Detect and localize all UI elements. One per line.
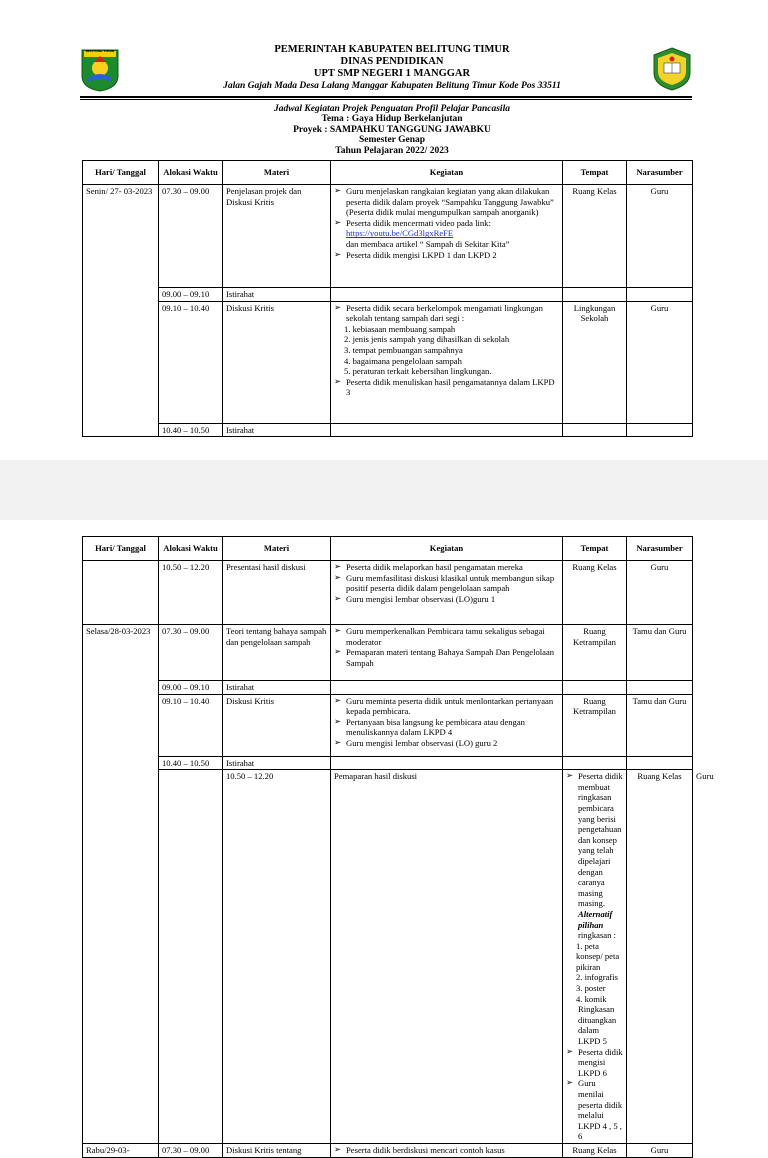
tempat-cell: Ruang Ketrampilan <box>563 694 627 756</box>
materi-cell: Pemaparan hasil diskusi <box>331 770 563 1144</box>
time-cell: 09.10 – 10.40 <box>159 301 223 423</box>
materi-cell: Diskusi Kritis <box>223 301 331 423</box>
schedule-title <box>150 104 634 156</box>
kegiatan-item: ➢ Pemaparan materi tentang Bahaya Sampah Dan Pengelolaan Sampah <box>334 647 559 668</box>
col-header-day: Hari/ Tanggal <box>83 537 159 561</box>
narasumber-cell: Guru <box>627 301 693 423</box>
schedule-table-1 <box>82 160 693 437</box>
time-cell: 10.50 – 12.20 <box>223 770 331 1144</box>
time-cell: 07.30 – 09.00 <box>159 625 223 681</box>
page-gap <box>0 460 768 520</box>
kegiatan-item: ➢ Peserta didik mencermati video pada link: <box>334 218 559 229</box>
tempat-cell: Lingkungan Sekolah <box>563 301 627 423</box>
kegiatan-item: ➢ Peserta didik mengisi LKPD 1 dan LKPD 2 <box>334 250 559 261</box>
table-row <box>83 288 693 302</box>
kegiatan-subitem: 4. bagaimana pengelolaan sampah <box>344 355 462 366</box>
letterhead-rule-thin <box>80 99 692 100</box>
video-link[interactable]: https://youtu.be/CGd3lgxReFE <box>346 228 454 239</box>
materi-cell: Istirahat <box>223 681 331 695</box>
materi-cell: Diskusi Kritis tentang <box>223 1143 331 1157</box>
narasumber-cell: Tamu dan Guru <box>627 625 693 681</box>
materi-cell: Teori tentang bahaya sampah dan pengelolaan sampah <box>223 625 331 681</box>
time-cell: 07.30 – 09.00 <box>159 1143 223 1157</box>
tempat-cell: Ruang Ketrampilan <box>563 625 627 681</box>
narasumber-cell: Guru <box>627 185 693 288</box>
time-cell: 10.40 – 10.50 <box>159 423 223 437</box>
tempat-cell: Ruang Kelas <box>563 561 627 625</box>
kegiatan-item: ➢ Peserta didik melaporkan hasil pengamatan mereka <box>334 562 559 573</box>
col-header-time: Alokasi Waktu <box>159 161 223 185</box>
kegiatan-cell <box>331 694 563 756</box>
kegiatan-text: Peserta didik membuat ringkasan pembicara yang berisi pengetahuan dan konsep yang telah dipelajari dengan caranya masing masing. <box>578 771 623 909</box>
schedule-table-2 <box>82 536 693 1158</box>
kegiatan-item: ➢ Peserta didik berdiskusi mencari contoh kasus <box>334 1145 559 1156</box>
table-row <box>83 561 693 625</box>
day-cell <box>83 561 159 625</box>
table-row <box>83 1143 693 1157</box>
kegiatan-subitem: 5. peraturan terkait kebersihan lingkungan. <box>344 366 492 377</box>
table-header-row <box>83 161 693 185</box>
kegiatan-cell <box>331 625 563 681</box>
tempat-cell: Ruang Kelas <box>563 185 627 288</box>
kegiatan-cell <box>331 185 563 288</box>
letterhead <box>150 44 634 92</box>
table-row <box>83 756 693 770</box>
kegiatan-item <box>566 771 623 941</box>
kegiatan-item: ➢ Guru meminta peserta didik untuk menlontarkan pertanyaan kepada pembicara. <box>334 696 559 717</box>
materi-cell: Penjelasan projek dan Diskusi Kritis <box>223 185 331 288</box>
kegiatan-item: ➢ Guru memperkenalkan Pembicara tamu sekaligus sebagai moderator <box>334 626 559 647</box>
day-cell <box>159 770 223 1144</box>
col-header-materi: Materi <box>223 161 331 185</box>
kegiatan-cell <box>331 561 563 625</box>
table-row <box>83 625 693 681</box>
col-header-tempat: Tempat <box>563 537 627 561</box>
kegiatan-cell <box>331 1143 563 1157</box>
kegiatan-subitem: 1. peta konsep/ peta pikiran <box>576 940 620 972</box>
col-header-narasumber: Narasumber <box>627 161 693 185</box>
day-cell: Selasa/28-03-2023 <box>83 625 159 1144</box>
title-project: Proyek : SAMPAHKU TANGGUNG JAWABKU <box>293 124 491 135</box>
tempat-cell: Ruang Kelas <box>627 770 693 1144</box>
letterhead-rule <box>80 96 692 98</box>
department-name: DINAS PENDIDIKAN <box>340 56 444 67</box>
kegiatan-item: ➢ Peserta didik menuliskan hasil pengamatannya dalam LKPD 3 <box>334 377 559 398</box>
kegiatan-item: ➢ Guru memfasilitasi diskusi klasikal untuk membangun sikap positif peserta didik dalam pengelolaan sampah <box>334 573 559 594</box>
materi-cell: Diskusi Kritis <box>223 694 331 756</box>
kegiatan-item: ➢ Guru mengisi lembar observasi (LO)guru 1 <box>334 594 559 605</box>
kegiatan-subitem: 2. infografis <box>576 972 619 983</box>
time-cell: 09.10 – 10.40 <box>159 694 223 756</box>
table-row <box>83 681 693 695</box>
title-theme: Tema : Gaya Hidup Berkelanjutan <box>321 114 463 125</box>
kegiatan-subitem: Ringkasan dituangkan dalam LKPD 5 <box>578 1004 617 1047</box>
table-row <box>83 423 693 437</box>
kegiatan-emphasis: Alternatif pilihan <box>578 908 613 930</box>
title-line-1: Jadwal Kegiatan Projek Penguatan Profil Pelajar Pancasila <box>274 104 510 114</box>
materi-cell: Istirahat <box>223 423 331 437</box>
logo-left-text: BELITUNG TIMUR <box>85 49 115 53</box>
day-cell: Senin/ 27- 03-2023 <box>83 185 159 437</box>
school-name: UPT SMP NEGERI 1 MANGGAR <box>313 68 471 79</box>
school-logo <box>652 47 692 91</box>
kegiatan-item: ➢ Guru mengisi lembar observasi (LO) guru 2 <box>334 738 559 749</box>
narasumber-cell: Guru <box>627 561 693 625</box>
school-address: Jalan Gajah Mada Desa Lalang Manggar Kabupaten Belitung Timur Kode Pos 33511 <box>223 81 561 91</box>
kegiatan-subitem: 4. komik <box>576 993 607 1004</box>
tempat-cell: Ruang Kelas <box>563 1143 627 1157</box>
col-header-materi: Materi <box>223 537 331 561</box>
kegiatan-text-tail: ringkasan : <box>578 930 616 941</box>
narasumber-cell: Guru <box>627 1143 693 1157</box>
table-row <box>83 770 693 1144</box>
title-semester: Semester Genap <box>358 135 426 146</box>
narasumber-cell: Tamu dan Guru <box>627 694 693 756</box>
materi-cell: Presentasi hasil diskusi <box>223 561 331 625</box>
kegiatan-item: ➢ Pertanyaan bisa langsung ke pembicara atau dengan menuliskannya dalam LKPD 4 <box>334 717 559 738</box>
col-header-day: Hari/ Tanggal <box>83 161 159 185</box>
govt-name: PEMERINTAH KABUPATEN BELITUNG TIMUR <box>274 44 510 55</box>
kegiatan-item: ➢ Peserta didik secara berkelompok mengamati lingkungan sekolah tentang sampah dari segi : <box>334 303 559 324</box>
day-cell: Rabu/29-03- <box>83 1143 159 1157</box>
kegiatan-item: ➢ Guru menilai peserta didik melalui LKPD 4 , 5 , 6 <box>566 1078 623 1142</box>
kegiatan-subitem: 3. poster <box>576 983 606 994</box>
kegiatan-item-cont: dan membaca artikel “ Sampah di Sekitar Kita” <box>346 238 510 249</box>
col-header-tempat: Tempat <box>563 161 627 185</box>
col-header-narasumber: Narasumber <box>627 537 693 561</box>
table-row <box>83 694 693 756</box>
kegiatan-item: ➢ Guru menjelaskan rangkaian kegiatan yang akan dilakukan peserta didik dalam proyek “Sampahku Tanggung Jawabku” (Peserta didik mulai mengumpulkan sampah anorganik) <box>334 186 559 218</box>
title-year: Tahun Pelajaran 2022/ 2023 <box>335 145 449 156</box>
time-cell: 07.30 – 09.00 <box>159 185 223 288</box>
table-header-row <box>83 537 693 561</box>
kegiatan-cell <box>331 301 563 423</box>
col-header-kegiatan: Kegiatan <box>331 161 563 185</box>
kegiatan-cell <box>563 770 627 1144</box>
table-row <box>83 185 693 288</box>
kegiatan-subitem: 1. kebiasaan membuang sampah <box>344 323 456 334</box>
time-cell: 10.40 – 10.50 <box>159 756 223 770</box>
kegiatan-item: ➢ Peserta didik mengisi LKPD 6 <box>566 1047 623 1079</box>
materi-cell: Istirahat <box>223 288 331 302</box>
time-cell: 09.00 – 09.10 <box>159 681 223 695</box>
kegiatan-subitem: 2. jenis jenis sampah yang dihasilkan di sekolah <box>344 334 510 345</box>
time-cell: 10.50 – 12.20 <box>159 561 223 625</box>
col-header-kegiatan: Kegiatan <box>331 537 563 561</box>
time-cell: 09.00 – 09.10 <box>159 288 223 302</box>
table-row <box>83 301 693 423</box>
kegiatan-subitem: 3. tempat pembuangan sampahnya <box>344 344 463 355</box>
belitung-timur-logo <box>80 48 120 92</box>
materi-cell: Istirahat <box>223 756 331 770</box>
col-header-time: Alokasi Waktu <box>159 537 223 561</box>
